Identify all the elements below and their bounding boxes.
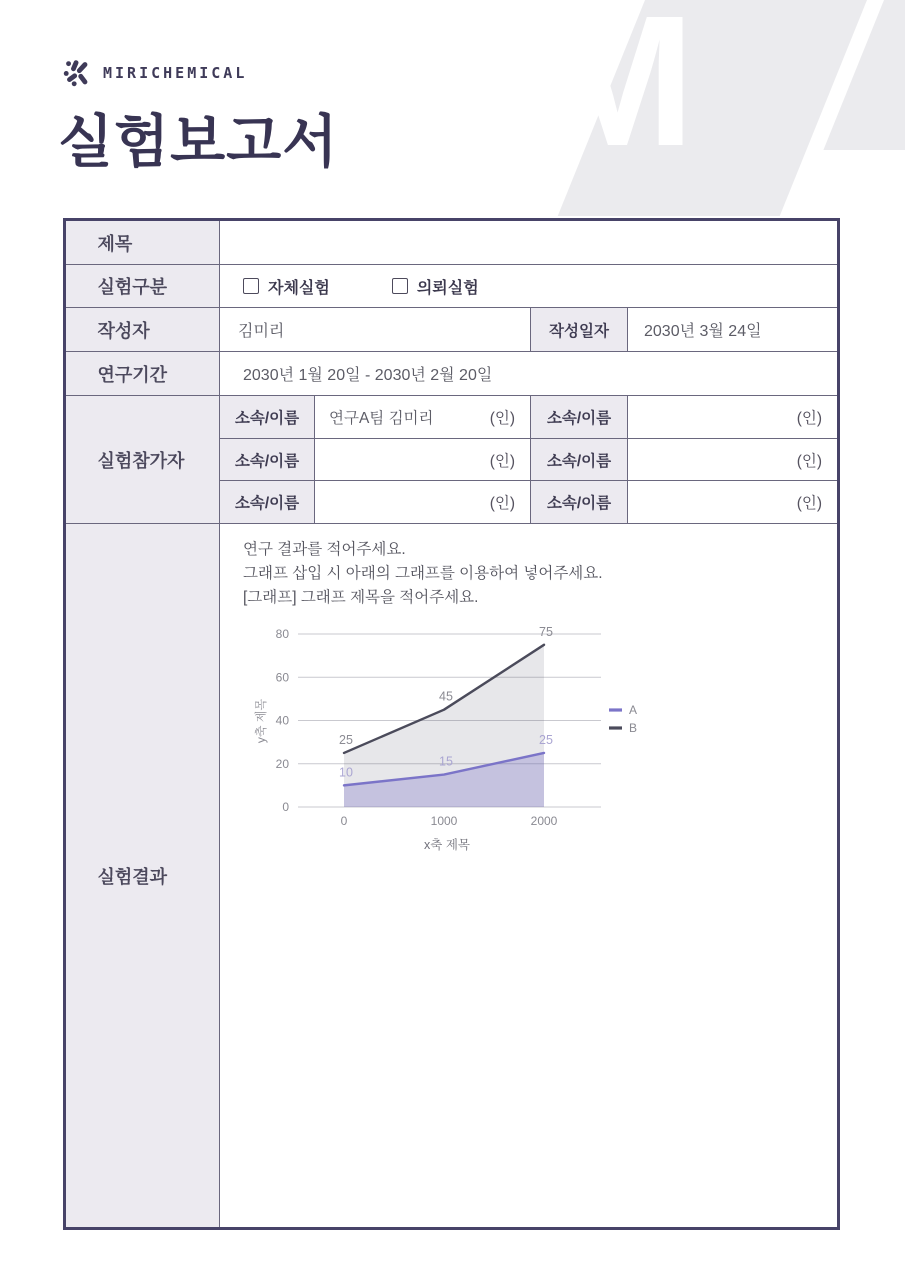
participant-entry-5[interactable]: (인) [489, 495, 515, 513]
participant-entry-4[interactable]: (인) [796, 452, 822, 470]
date-label-cell: 작성일자 [530, 308, 628, 351]
experiment-type-options [220, 275, 479, 298]
svg-text:x축 제목: x축 제목 [424, 838, 470, 852]
table-row-participants [66, 395, 837, 523]
svg-text:1000: 1000 [430, 814, 458, 828]
checkbox-self-experiment[interactable]: 자체실험 [243, 275, 330, 298]
svg-text:0: 0 [282, 800, 289, 814]
svg-text:75: 75 [539, 624, 553, 639]
table-row-type [66, 264, 837, 307]
participant-row: 소속/이름 연구A팀 김미리 (인) 소속/이름 (인) [220, 396, 837, 438]
svg-text:2000: 2000 [530, 814, 558, 828]
table-row-period [66, 351, 837, 395]
brand-header [62, 58, 247, 88]
table-row-title [66, 221, 837, 264]
table-row-results [66, 523, 837, 1227]
row-label-author: 작성자 [66, 308, 220, 351]
page-title: 실험보고서 [58, 110, 339, 174]
type-value-cell [220, 265, 837, 307]
results-line: [그래프] 그래프 제목을 적어주세요. [243, 589, 479, 606]
period-value-cell[interactable]: 2030년 1월 20일 - 2030년 2월 20일 [243, 367, 493, 384]
row-label-title: 제목 [66, 221, 220, 264]
report-form-table [63, 218, 840, 1230]
results-instructions [243, 538, 817, 610]
participant-entry-6[interactable]: (인) [796, 495, 822, 513]
svg-text:15: 15 [439, 754, 453, 769]
author-value-cell[interactable]: 김미리 [238, 323, 285, 340]
svg-text:0: 0 [340, 814, 348, 828]
svg-text:A: A [629, 703, 638, 717]
date-value-cell[interactable]: 2030년 3월 24일 [644, 323, 762, 340]
svg-text:20: 20 [275, 756, 289, 771]
molecule-logo-icon [62, 58, 92, 88]
svg-text:25: 25 [539, 732, 553, 747]
row-label-period: 연구기간 [66, 352, 220, 395]
title-value-cell[interactable] [220, 221, 837, 264]
svg-text:B: B [629, 721, 638, 735]
svg-text:y축 제목: y축 제목 [254, 698, 268, 744]
results-line: 그래프 삽입 시 아래의 그래프를 이용하여 넣어주세요. [243, 565, 603, 582]
svg-text:10: 10 [339, 765, 353, 780]
participant-entry-2[interactable]: (인) [796, 409, 822, 427]
brand-wordmark: MIRICHEMICAL [103, 64, 248, 82]
participant-entry-3[interactable]: (인) [489, 452, 515, 470]
svg-text:80: 80 [275, 627, 289, 641]
checkbox-icon[interactable] [392, 278, 408, 294]
svg-text:45: 45 [439, 689, 453, 704]
results-chart [251, 618, 817, 863]
row-label-participants: 실험참가자 [66, 396, 220, 523]
svg-text:60: 60 [275, 670, 289, 685]
watermark-letter: M [540, 0, 695, 185]
participant-entry-1[interactable]: 연구A팀 김미리 (인) [329, 409, 515, 427]
checkbox-icon[interactable] [243, 278, 259, 294]
area-chart [251, 618, 671, 858]
svg-text:25: 25 [339, 732, 353, 747]
checkbox-commissioned-experiment[interactable]: 의뢰실험 [392, 275, 479, 298]
participants-grid [220, 396, 837, 523]
row-label-type: 실험구분 [66, 265, 220, 307]
results-value-cell[interactable] [220, 524, 837, 1227]
participant-row: 소속/이름 (인) 소속/이름 (인) [220, 480, 837, 523]
row-label-results: 실험결과 [66, 524, 220, 1227]
participant-row: 소속/이름 (인) 소속/이름 (인) [220, 438, 837, 481]
svg-text:40: 40 [275, 713, 289, 728]
table-row-author [66, 307, 837, 351]
results-line: 연구 결과를 적어주세요. [243, 541, 406, 558]
